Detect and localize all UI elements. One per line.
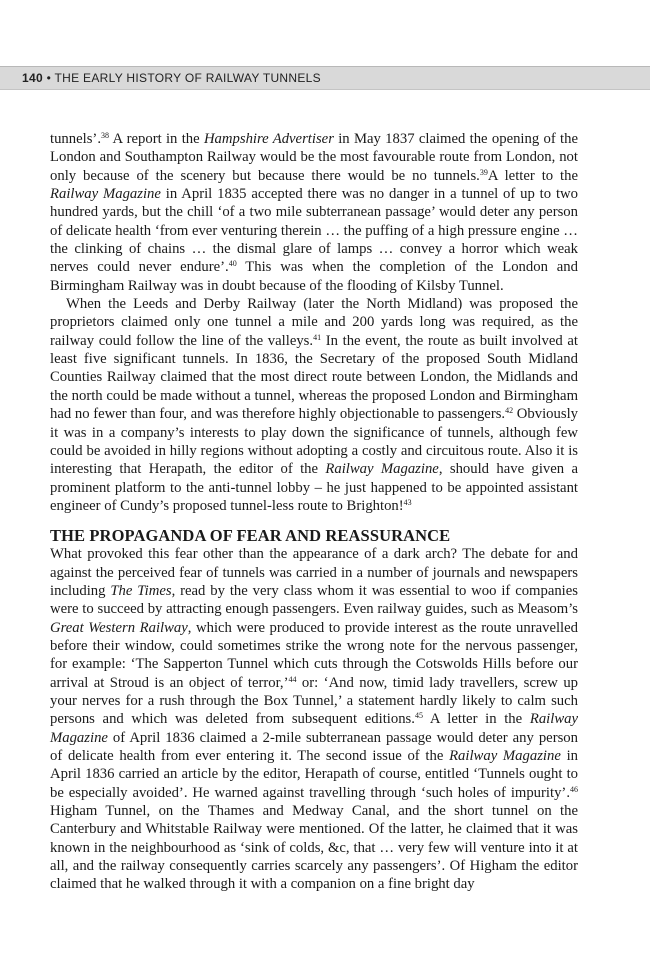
body-paragraph — [50, 295, 578, 515]
italic-title: Railway Magazine — [50, 711, 578, 746]
text-run: , should have given a prominent platform to the anti-tunnel lobby – he just happened to be appointed assistant engineer of Cundy’s proposed tunnel-less route to Brighton! — [50, 461, 578, 514]
italic-title: Railway Magazine — [325, 461, 439, 478]
footnote-ref: 41 — [313, 332, 322, 342]
footnote-ref: 39 — [479, 167, 488, 177]
text-run: When the Leeds and Derby Railway (later the North Midland) was proposed the proprietors claimed only one tunnel a mile and 200 yards long was required, as the railway could follow the line of the valleys. — [50, 296, 578, 349]
footnote-ref: 40 — [228, 259, 237, 269]
footnote-ref: 43 — [403, 497, 412, 507]
section-heading: THE PROPAGANDA OF FEAR AND REASSURANCE — [50, 526, 451, 546]
footnote-ref: 45 — [414, 711, 423, 721]
text-run: in May 1837 claimed the opening of the London and Southampton Railway would be the most favourable route from London, not only because of the scenery but because there would be no tunnels. — [50, 131, 578, 184]
text-run: What provoked this fear other than the appearance of a dark arch? The debate for and against the perceived fear of tunnels was carried in a number of journals and newspapers including — [50, 546, 578, 599]
text-run: A report in the — [109, 131, 204, 147]
text-run: , read by the very class whom it was essential to woo if companies were to succeed by attracting enough passengers. Even railway guides, such as Measom’s — [50, 582, 578, 618]
text-run: Higham Tunnel, on the Thames and Medway Canal, and the short tunnel on the Canterbury and Whitstable Railway were mentioned. Of the latter, he claimed that it was known in the neighbourhood as ‘sink of colds, &c, that … very few will venture into it at all, and the railway consequently carries scarcely any passengers’. Of Higham the editor claimed that he walked through it with a companion on a fine bright day — [50, 803, 578, 893]
italic-title: Great Western Railway — [50, 619, 188, 636]
italic-title: Railway Magazine — [449, 748, 561, 764]
text-run: A letter to the — [487, 167, 578, 184]
text-run: This was when the completion of the London and Birmingham Railway was in doubt because of the flooding of Kilsby Tunnel. — [50, 259, 578, 294]
footnote-ref: 42 — [505, 406, 514, 416]
text-run: In the event, the route as built involved at least five significant tunnels. In 1836, the Secretary of the proposed South Midland Counties Railway claimed that the most direct route between London, the Midlands and the north could be made without a tunnel, whereas the proposed London and Birmingham had no fewer than four, and was therefore highly objectionable to passengers. — [50, 332, 578, 423]
text-run: of April 1836 claimed a 2-mile subterranean passage would deter any person of delicate health from ever entering it. The second issue of the — [50, 729, 578, 764]
text-run: or: ‘And now, timid lady travellers, screw up your nerves for a rush through the Box Tunnel,’ a statement hardly likely to calm such persons and which was deleted from subsequent editions. — [50, 674, 579, 728]
italic-title: Railway Magazine — [50, 186, 161, 203]
running-title: THE EARLY HISTORY OF RAILWAY TUNNELS — [54, 71, 321, 85]
page-body — [50, 130, 578, 894]
footnote-ref: 46 — [570, 784, 578, 794]
header-text — [22, 71, 321, 85]
intro-paragraphs — [50, 130, 578, 515]
text-run: , which were produced to provide interest as the route unravelled before their window, could sometimes strike the wrong note for the nervous passenger, for example: ‘The Sapperton Tunnel which cuts through the Cotswolds Hills before our arrival at Stroud is an object of terror,’ — [50, 619, 578, 691]
text-run: tunnels’. — [50, 131, 101, 147]
footnote-ref: 38 — [101, 131, 109, 140]
header-separator: • — [46, 71, 52, 85]
text-run: Obviously it was in a company’s interests to play down the significance of tunnels, although few could be avoided in hilly regions without adopting a costly and circuitous route. Also it is interesting that Herapath, the editor of the — [50, 406, 578, 478]
section-paragraphs — [50, 545, 578, 894]
body-paragraph — [50, 130, 578, 295]
body-paragraph — [50, 545, 578, 894]
text-run: A letter in the — [422, 711, 530, 728]
running-header — [0, 66, 650, 90]
italic-title: Hampshire Advertiser — [203, 131, 334, 147]
text-run: in April 1835 accepted there was no danger in a tunnel of up to two hundred yards, but the chill ‘of a two mile subterranean passage’ would deter any person of delicate health ‘from ever venturing therein … the puffing of a high pressure engine … the clinking of chains … the dismal glare of lamps … convey a horror which weak nerves could never endure’. — [50, 186, 578, 276]
text-run: in April 1836 carried an article by the editor, Herapath of course, entitled ‘Tunnels ought to be especially avoided’. He warned against travelling through ‘such holes of impurity’. — [50, 748, 579, 801]
page-number: 140 — [22, 71, 43, 85]
footnote-ref: 44 — [288, 674, 297, 684]
italic-title: The Times — [110, 582, 172, 599]
